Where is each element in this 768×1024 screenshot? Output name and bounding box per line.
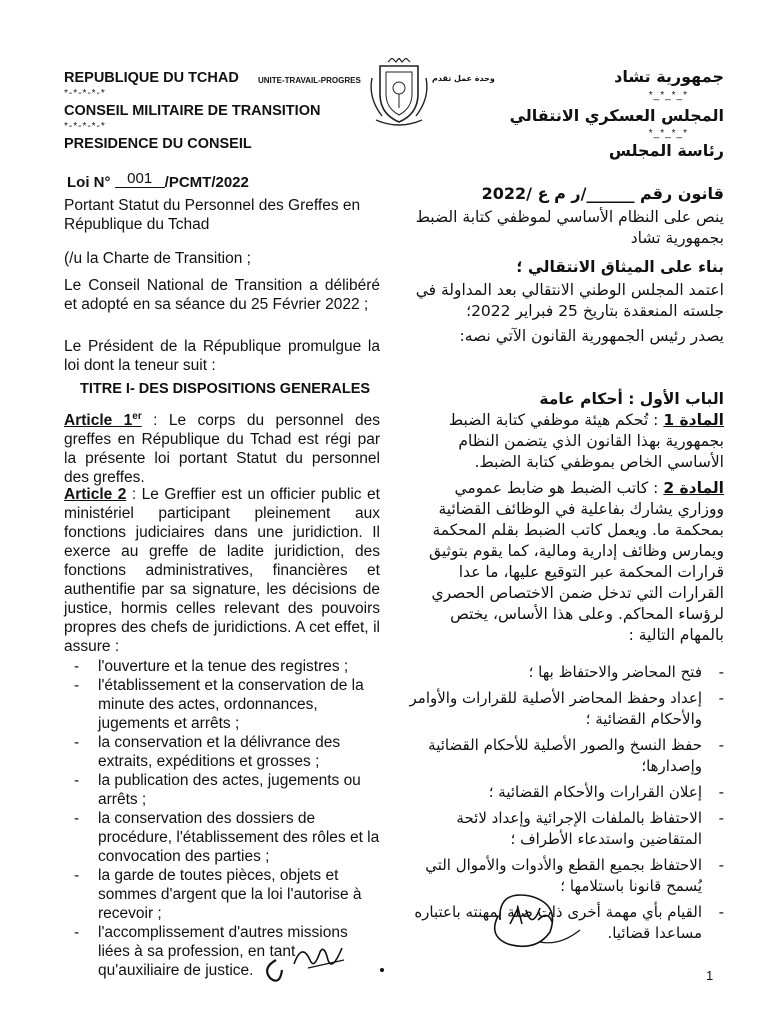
- coat-of-arms-emblem: [368, 58, 430, 128]
- header-presidency-ar: رئاسة المجلس: [608, 141, 724, 160]
- header-stars-fr-2: *-*-*-*-*: [64, 121, 106, 132]
- article-1-label-ar: المادة 1: [663, 411, 724, 429]
- article-2-label-fr: Article 2: [64, 486, 127, 503]
- law-number-suffix: /PCMT/2022: [164, 174, 249, 191]
- header-council-ar: المجلس العسكري الانتقالي: [509, 106, 724, 125]
- initials-signature-right: [470, 880, 590, 960]
- list-item: - la garde de toutes pièces, objets et sommes d'argent que la loi l'autorise à recevoir ;: [74, 866, 380, 923]
- article-2-text-fr: : Le Greffier est un officier public et ministériel participant pleinement aux fonctions judiciaires dans une juridiction. Il exerce au greffe de ladite juridiction, des fonctions administratives, financières et authentifie par sa signature, les décisions de justice, hormis celles relevant des pouvoirs propres des chefs de juridictions. A cet effet, il assure :: [64, 486, 380, 655]
- motto-ar: وحدة عمل تقدم: [432, 74, 495, 83]
- titre-ar: الباب الأول : أحكام عامة: [539, 390, 724, 408]
- preamble-vu-ar: بناء على الميثاق الانتقالي ؛: [516, 258, 724, 276]
- header-presidency-fr: PRESIDENCE DU CONSEIL: [64, 136, 252, 152]
- list-item: - إعلان القرارات والأحكام القضائية ؛: [404, 782, 724, 803]
- titre-fr: TITRE I- DES DISPOSITIONS GENERALES: [80, 381, 371, 397]
- article-1-text-fr: : Le corps du personnel des greffes en République du Tchad est régi par la présente loi portant Statut du personnel des greffes.: [64, 412, 380, 487]
- preamble-president-ar: يصدر رئيس الجمهورية القانون الآتي نصه:: [459, 327, 724, 345]
- preamble-vu-fr: (/u la Charte de Transition ;: [64, 250, 251, 267]
- list-item: - فتح المحاضر والاحتفاظ بها ؛: [404, 662, 724, 683]
- list-item: - l'ouverture et la tenue des registres ;: [74, 657, 380, 676]
- law-title-fr: Portant Statut du Personnel des Greffes en République du Tchad: [64, 197, 361, 233]
- list-item: - l'accomplissement d'autres missions liées à sa profession, en tant qu'auxiliaire de justice.: [74, 923, 380, 980]
- preamble-cnt-ar: اعتمد المجلس الوطني الانتقالي بعد المداولة في جلسته المنعقدة بتاريخ 25 فبراير 2022؛: [415, 281, 724, 320]
- article-1-fr: [64, 407, 380, 487]
- article-2-label-ar: المادة 2: [663, 479, 724, 497]
- list-item: - القيام بأي مهمة أخرى ذات صلة بمهنته باعتباره مساعدا قضائيا.: [404, 902, 724, 944]
- header-republic-ar: جمهورية تشاد: [614, 67, 724, 86]
- page-number: 1: [706, 968, 714, 983]
- law-number-ar: قانون رقم ______/ر م ع /2022: [481, 184, 724, 203]
- law-number-fr: [67, 170, 249, 192]
- article-1-text-ar: : تُحكم هيئة موظفي كتابة الضبط بجمهورية بهذا القانون الذي يتضمن النظام الأساسي الخاص بموظفي كتابة الضبط.: [448, 411, 724, 471]
- header-council-fr: CONSEIL MILITAIRE DE TRANSITION: [64, 103, 321, 119]
- article-2-fr: [64, 485, 380, 656]
- list-item: - la conservation des dossiers de procédure, l'établissement des rôles et la convocation des parties ;: [74, 809, 380, 866]
- header-stars-ar-2: *_*_*_*: [648, 128, 688, 139]
- preamble-president-fr: Le Président de la République promulgue la loi dont la teneur suit :: [64, 338, 380, 374]
- motto-fr: UNITE-TRAVAIL-PROGRES: [258, 76, 361, 85]
- article-1-label-fr: Article 1er: [64, 411, 142, 430]
- law-title-ar: ينص على النظام الأساسي لموظفي كتابة الضبط بجمهورية تشاد: [415, 208, 724, 247]
- law-number-value: 001: [115, 170, 165, 188]
- list-item: - الاحتفاظ بجميع القطع والأدوات والأموال التي يُسمح قانونا باستلامها ؛: [404, 855, 724, 897]
- list-item: - la conservation et la délivrance des extraits, expéditions et grosses ;: [74, 733, 380, 771]
- header-stars-fr-1: *-*-*-*-*: [64, 88, 106, 99]
- article-2-ar: [404, 478, 724, 646]
- preamble-cnt-fr: Le Conseil National de Transition a délibéré et adopté en sa séance du 25 Février 2022 ;: [64, 277, 380, 313]
- article-2-text-ar: : كاتب الضبط هو ضابط عمومي ووزاري يشارك بفاعلية في الوظائف القضائية بمحكمة ما. ويعمل كاتب الضبط بقلم المحكمة ويمارس وظائف إدارية ومالية، كما يقوم بتوثيق قرارات المحكمة عبر التوقيع عليها، ما عدا القرارات التي تدخل ضمن الاختصاص الحصري لرؤساء المحاكم. وعلى هذا الأساس، يختص بالمهام التالية :: [429, 479, 724, 644]
- article-1-ar: [404, 410, 724, 473]
- header-stars-ar-1: *_*_*_*: [648, 90, 688, 101]
- header-republic-fr: REPUBLIQUE DU TCHAD: [64, 70, 239, 86]
- list-item: - الاحتفاظ بالملفات الإجرائية وإعداد لائحة المتقاضين واستدعاء الأطراف ؛: [404, 808, 724, 850]
- list-item: - la publication des actes, jugements ou arrêts ;: [74, 771, 380, 809]
- initials-signature-left: [258, 930, 358, 990]
- stray-mark: [380, 968, 384, 972]
- law-number-prefix: Loi N°: [67, 174, 111, 191]
- list-item: - l'établissement et la conservation de la minute des actes, ordonnances, jugements et arrêts ;: [74, 676, 380, 733]
- list-item: - حفظ النسخ والصور الأصلية للأحكام القضائية وإصدارها؛: [404, 735, 724, 777]
- list-item: - إعداد وحفظ المحاضر الأصلية للقرارات والأوامر والأحكام القضائية ؛: [404, 688, 724, 730]
